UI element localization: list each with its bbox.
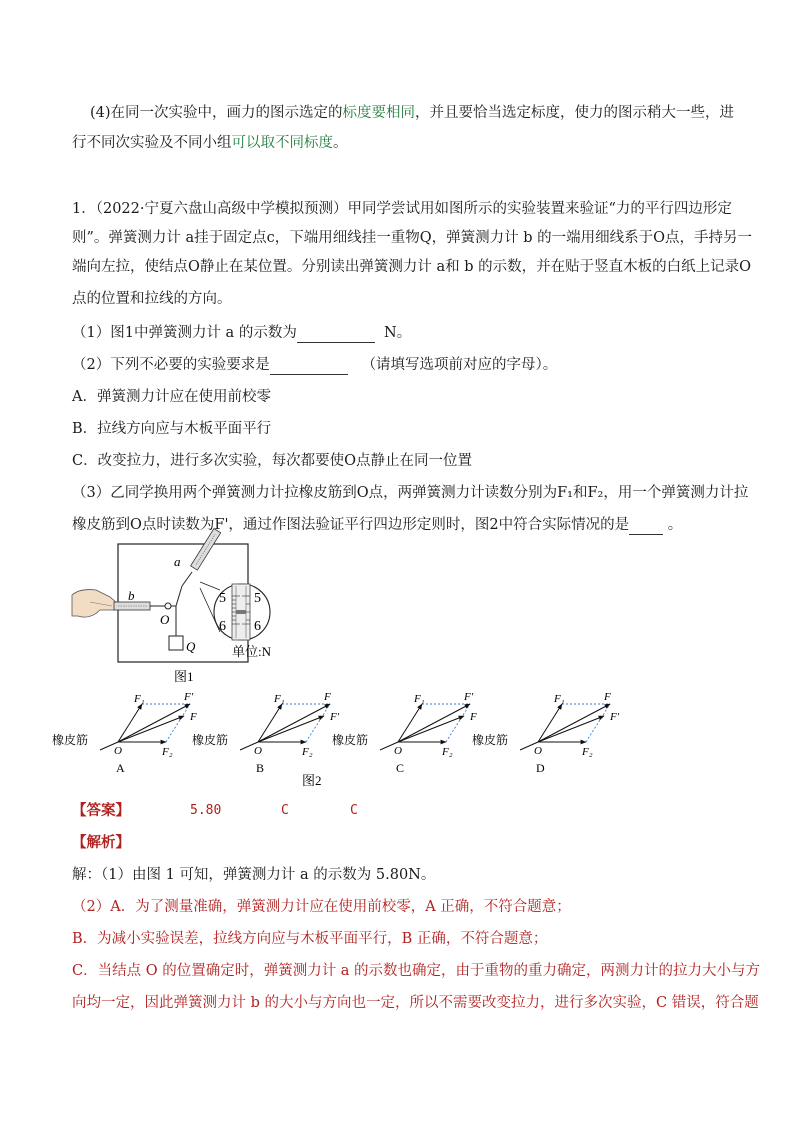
figure-2 xyxy=(52,690,670,790)
unit-label: 单位:N xyxy=(232,644,272,659)
answer-line xyxy=(72,801,732,821)
note-4-text: (4)在同一次实验中，画力的图示选定的 xyxy=(90,105,343,121)
label-Q: Q xyxy=(186,639,196,654)
label-b: b xyxy=(128,588,135,603)
label-measured: F xyxy=(190,711,197,723)
label-O: O xyxy=(394,745,402,757)
option-letter-d: D xyxy=(536,761,545,775)
sub-question-1: （1）图1中弹簧测力计 a 的示数为 N。 xyxy=(72,325,412,341)
label-measured: F' xyxy=(330,711,340,723)
vector-F1 xyxy=(398,704,422,742)
scale-top-right: 5 xyxy=(254,591,261,606)
dashed-line xyxy=(586,704,610,742)
note-4-line-1 xyxy=(90,103,750,123)
answer-value-3: C xyxy=(350,803,358,818)
label-F1: F₁ xyxy=(274,693,285,705)
vector-diagonal xyxy=(538,704,610,742)
vector-diagonal xyxy=(118,704,190,742)
dashed-line xyxy=(446,704,470,742)
rubber-band-label: 橡皮筋 xyxy=(52,733,89,747)
vector-diagonal xyxy=(258,704,330,742)
vector-measured xyxy=(118,716,184,742)
label-O: O xyxy=(254,745,262,757)
answer-value-1: 5.80 xyxy=(190,803,222,818)
vector-measured xyxy=(538,716,604,742)
figure-2-caption: 图2 xyxy=(302,773,322,788)
analysis-line-1: 解：（1）由图 1 可知，弹簧测力计 a 的示数为 5.80N。 xyxy=(72,867,436,883)
answer-blank-2[interactable] xyxy=(270,358,348,375)
label-diagonal: F xyxy=(324,691,331,703)
answer-label: 【答案】 xyxy=(72,802,130,819)
vector-measured xyxy=(258,716,324,742)
note-4-highlight-2: 可以取不同标度 xyxy=(231,135,333,151)
option-letter-c: C xyxy=(396,761,405,775)
dashed-line xyxy=(306,704,330,742)
label-a: a xyxy=(174,554,181,569)
ring-b xyxy=(165,603,171,609)
note-4-text-3: 行不同次实验及不同小组 xyxy=(72,135,232,151)
note-4-text-4: 。 xyxy=(333,135,348,151)
question-line-1: 1．（2022·宁夏六盘山高级中学模拟预测）甲同学尝试用如图所示的实验装置来验证“力的平行四边形定 xyxy=(72,201,732,217)
label-F2: F₂ xyxy=(302,746,313,758)
scale-bottom-right: 6 xyxy=(254,619,261,634)
option-a: A．弹簧测力计应在使用前校零 xyxy=(72,389,271,405)
label-measured: F xyxy=(470,711,477,723)
question-line-2: 则”。弹簧测力计 a挂于固定点c，下端用细线挂一重物Q，弹簧测力计 b 的一端用细线系于O点，手持另一 xyxy=(72,230,753,246)
scale-bottom-left: 6 xyxy=(219,619,226,634)
label-diagonal: F' xyxy=(464,691,474,703)
hand-icon xyxy=(72,590,118,618)
vector-diagonal xyxy=(398,704,470,742)
vector-F1 xyxy=(258,704,282,742)
vector-measured xyxy=(398,716,464,742)
note-4-line-2 xyxy=(72,133,732,153)
analysis-line-5: 向均一定，因此弹簧测力计 b 的大小与方向也一定，所以不需要改变拉力，进行多次实验，C 错误，符合题 xyxy=(72,995,759,1011)
analysis-line-4: C．当结点 O 的位置确定时，弹簧测力计 a 的示数也确定，由于重物的重力确定，两测力计的拉力大小与方 xyxy=(72,963,761,979)
label-F1: F₁ xyxy=(134,693,145,705)
scale-top-left: 5 xyxy=(219,591,226,606)
label-F2: F₂ xyxy=(442,746,453,758)
label-F1: F₁ xyxy=(414,693,425,705)
option-c: C．改变拉力，进行多次实验，每次都要使O点静止在同一位置 xyxy=(72,453,472,469)
answer-value-2: C xyxy=(281,803,289,818)
label-F2: F₂ xyxy=(162,746,173,758)
option-letter-a: A xyxy=(116,761,125,775)
vector-F1 xyxy=(118,704,142,742)
question-line-3: 端向左拉，使结点O静止在某位置。分别读出弹簧测力计 a和 b 的示数，并在贴于竖直木板的白纸上记录O xyxy=(72,259,752,275)
question-line-4: 点的位置和拉线的方向。 xyxy=(72,291,232,307)
label-O: O xyxy=(534,745,542,757)
label-O: O xyxy=(114,745,122,757)
note-4-highlight-1: 标度要相同 xyxy=(342,105,416,121)
label-F1: F₁ xyxy=(554,693,565,705)
analysis-label-line xyxy=(72,833,732,853)
rubber-band-label: 橡皮筋 xyxy=(332,733,369,747)
vector-F1 xyxy=(538,704,562,742)
sub-question-3-line-1: （3）乙同学换用两个弹簧测力计拉橡皮筋到O点，两弹簧测力计读数分别为F₁和F₂，用一个弹簧测力计拉 xyxy=(72,485,749,501)
analysis-line-2: （2）A．为了测量准确，弹簧测力计应在使用前校零，A 正确，不符合题意； xyxy=(72,899,571,915)
note-4-text-2: ，并且要恰当选定标度，使力的图示稍大一些，进 xyxy=(415,105,735,121)
sub-question-2: （2）下列不必要的实验要求是 （请填写选项前对应的字母）。 xyxy=(72,357,558,373)
figure-1 xyxy=(70,540,300,690)
option-letter-b: B xyxy=(256,761,265,775)
answer-blank-3[interactable] xyxy=(629,518,663,535)
analysis-label: 【解析】 xyxy=(72,834,130,851)
label-O: O xyxy=(160,612,170,627)
weight-Q xyxy=(169,636,183,650)
analysis-line-3: B．为减小实验误差，拉线方向应与木板平面平行，B 正确，不符合题意； xyxy=(72,931,548,947)
rubber-band-label: 橡皮筋 xyxy=(472,733,509,747)
label-measured: F' xyxy=(610,711,620,723)
dashed-line xyxy=(166,704,190,742)
label-F2: F₂ xyxy=(582,746,593,758)
label-diagonal: F xyxy=(604,691,611,703)
sub-question-3-line-2: 橡皮筋到O点时读数为F'，通过作图法验证平行四边形定则时，图2中符合实际情况的是 。 xyxy=(72,517,683,533)
option-b: B．拉线方向应与木板平面平行 xyxy=(72,421,272,437)
answer-blank-1[interactable] xyxy=(297,326,375,343)
figure-1-caption: 图1 xyxy=(174,669,194,684)
rubber-band-label: 橡皮筋 xyxy=(192,733,229,747)
label-diagonal: F' xyxy=(184,691,194,703)
